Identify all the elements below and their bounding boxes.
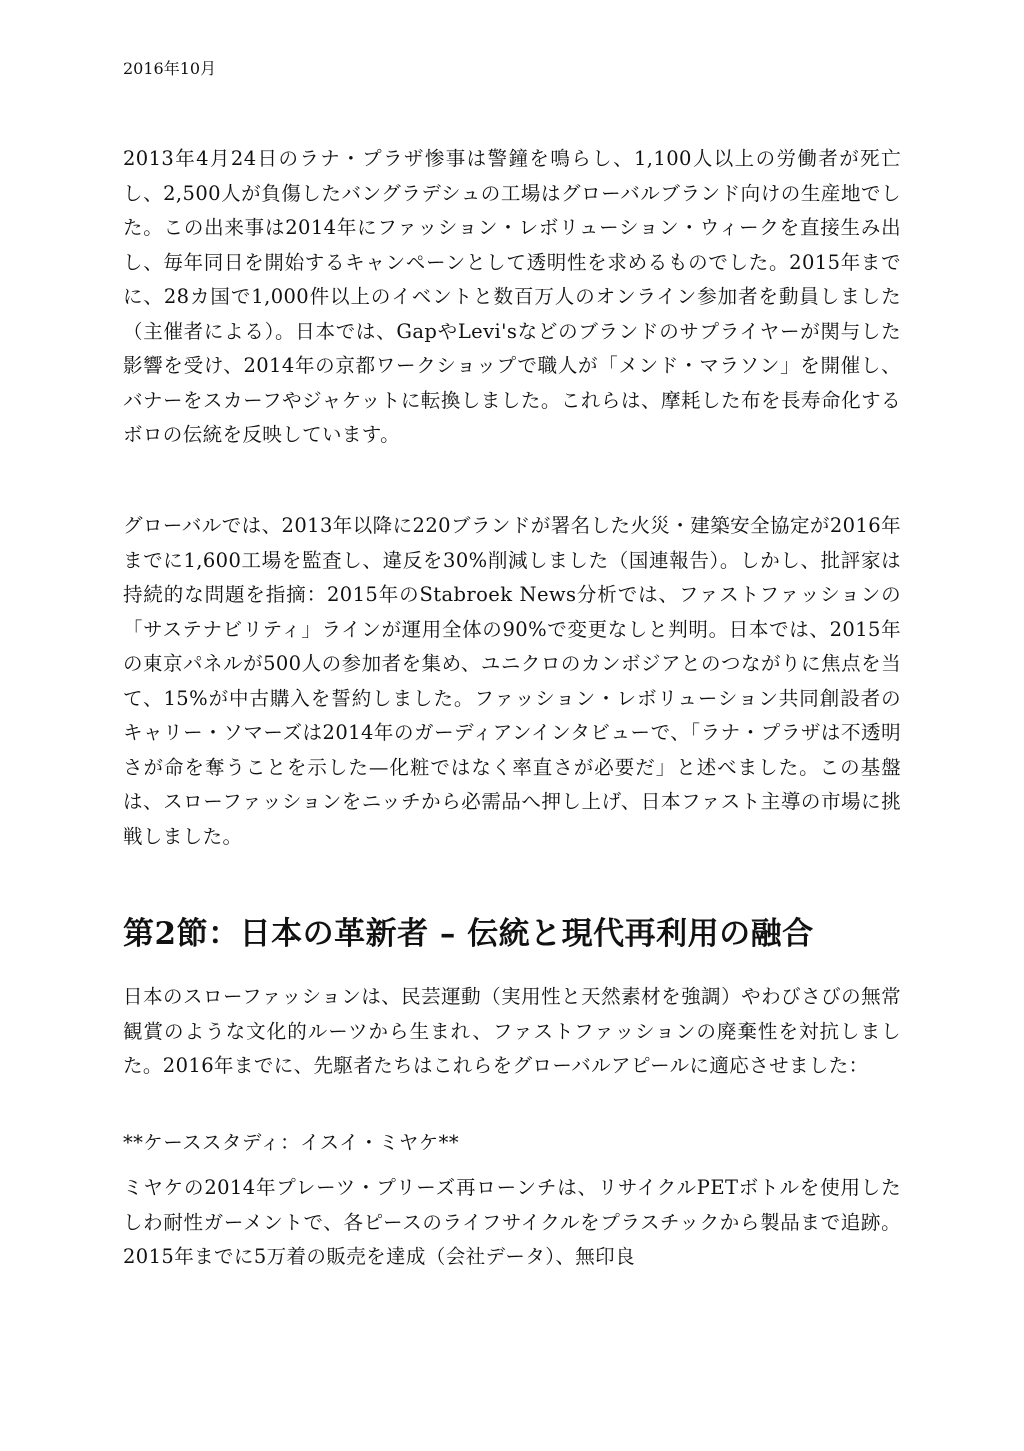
paragraph-rana-plaza: 2013年4月24日のラナ・プラザ惨事は警鐘を鳴らし、1,100人以上の労働者が死亡し、2,500人が負傷したバングラデシュの工場はグローバルブランド向けの生産地でした。この出来事は2014年にファッション・レボリューション・ウィークを直接生み出し、毎年同日を開始するキャンペーンとして透明性を求めるものでした。2015年までに、28カ国で1,000件以上のイベントと数百万人のオンライン参加者を動員しました（主催者による）。日本では、GapやLevi'sなどのブランドのサプライヤーが関与した影響を受け、2014年の京都ワークショップで職人が「メンド・マラソン」を開催し、バナーをスカーフやジャケットに転換しました。これらは、摩耗した布を長寿命化するボロの伝統を反映しています。 bbox=[123, 147, 901, 446]
paragraph-case-study: ミヤケの2014年プレーツ・プリーズ再ローンチは、リサイクルPETボトルを使用したしわ耐性ガーメントで、各ピースのライフサイクルをプラスチックから製品まで追跡。2015年までに5万着の販売を達成（会社データ）、無印良 bbox=[123, 1176, 901, 1268]
case-study-title: **ケーススタディ：イスイ・ミヤケ** bbox=[123, 1131, 459, 1154]
document-date: 2016年10月 bbox=[123, 59, 217, 78]
paragraph-japan-slow-fashion: 日本のスローファッションは、民芸運動（実用性と天然素材を強調）やわびさびの無常観賞のような文化的ルーツから生まれ、ファストファッションの廃棄性を対抗しました。2016年までに、先駆者たちはこれらをグローバルアピールに適応させました： bbox=[123, 985, 901, 1077]
section-heading: 第2節：日本の革新者 – 伝統と現代再利用の融合 bbox=[123, 916, 814, 952]
paragraph-global-accord: グローバルでは、2013年以降に220ブランドが署名した火災・建築安全協定が2016年までに1,600工場を監査し、違反を30%削減しました（国連報告）。しかし、批評家は持続的な問題を指摘：2015年のStabroek News分析では、ファストファッションの「サステナビリティ」ラインが運用全体の90%で変更なしと判明。日本では、2015年の東京パネルが500人の参加者を集め、ユニクロのカンボジアとのつながりに焦点を当て、15%が中古購入を誓約しました。ファッション・レボリューション共同創設者のキャリー・ソマーズは2014年のガーディアンインタビューで、「ラナ・プラザは不透明さが命を奪うことを示した—化粧ではなく率直さが必要だ」と述べました。この基盤は、スローファッションをニッチから必需品へ押し上げ、日本ファスト主導の市場に挑戦しました。 bbox=[123, 514, 901, 848]
